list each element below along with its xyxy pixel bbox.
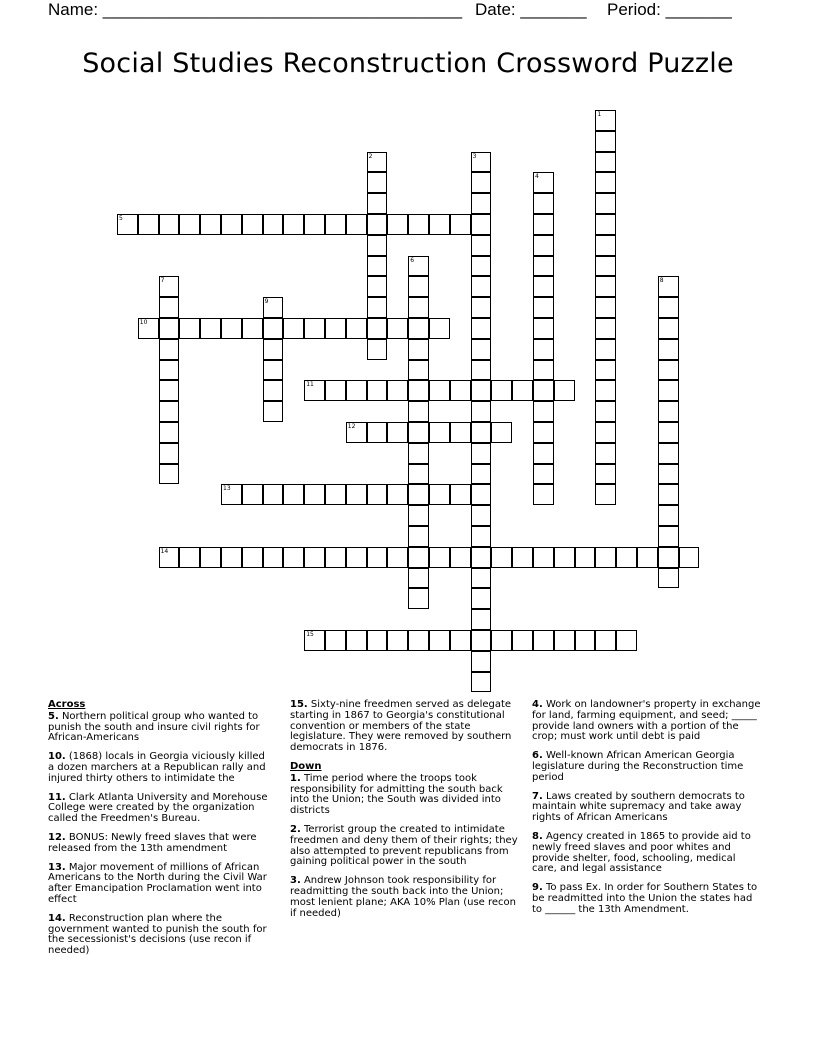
crossword-cell[interactable]	[595, 256, 616, 277]
crossword-cell[interactable]	[471, 172, 492, 193]
crossword-cell[interactable]	[658, 339, 679, 360]
crossword-cell[interactable]	[263, 380, 284, 401]
crossword-cell[interactable]	[367, 339, 388, 360]
crossword-cell[interactable]	[159, 464, 180, 485]
crossword-cell[interactable]	[346, 214, 367, 235]
clue-text: Time period where the troops took responsibility for admitting the south back into the Union; the South was divided into districts	[290, 772, 503, 817]
crossword-cell[interactable]	[533, 380, 554, 401]
crossword-cell[interactable]	[304, 547, 325, 568]
crossword-cell[interactable]	[387, 484, 408, 505]
crossword-cell[interactable]	[595, 172, 616, 193]
crossword-cell[interactable]	[221, 547, 242, 568]
crossword-cell[interactable]	[346, 630, 367, 651]
cell-number: 6	[410, 256, 415, 264]
crossword-cell[interactable]	[408, 422, 429, 443]
crossword-cell[interactable]	[658, 547, 679, 568]
crossword-cell[interactable]	[471, 235, 492, 256]
crossword-cell[interactable]	[387, 547, 408, 568]
clue-number: 1.	[290, 772, 301, 784]
clue-number: 10.	[48, 751, 66, 763]
clue-across-13	[48, 863, 273, 906]
crossword-cell[interactable]	[408, 630, 429, 651]
crossword-cell[interactable]	[533, 318, 554, 339]
crossword-cell[interactable]	[283, 484, 304, 505]
crossword-cell[interactable]	[304, 380, 325, 401]
crossword-cell[interactable]	[117, 214, 138, 235]
crossword-cell[interactable]	[408, 214, 429, 235]
crossword-cell[interactable]	[387, 630, 408, 651]
crossword-cell[interactable]	[387, 214, 408, 235]
crossword-cell[interactable]	[658, 380, 679, 401]
crossword-cell[interactable]	[471, 297, 492, 318]
crossword-cell[interactable]	[658, 443, 679, 464]
crossword-cell[interactable]	[595, 484, 616, 505]
crossword-cell[interactable]	[658, 401, 679, 422]
crossword-cell[interactable]	[512, 630, 533, 651]
crossword-cell[interactable]	[408, 401, 429, 422]
crossword-cell[interactable]	[471, 443, 492, 464]
crossword-cell[interactable]	[471, 609, 492, 630]
crossword-cell[interactable]	[471, 547, 492, 568]
puzzle-title: Social Studies Reconstruction Crossword Puzzle	[82, 48, 734, 79]
cell-number: 4	[535, 173, 539, 181]
crossword-cell[interactable]	[450, 630, 471, 651]
crossword-cell[interactable]	[159, 276, 180, 297]
crossword-cell[interactable]	[595, 276, 616, 297]
crossword-cell[interactable]	[533, 297, 554, 318]
clues-column-1	[48, 700, 273, 965]
crossword-cell[interactable]	[387, 318, 408, 339]
cell-number: 11	[306, 381, 314, 389]
clue-text: Northern political group who wanted to punish the south and insure civil rights for African-Americans	[48, 710, 260, 744]
crossword-cell[interactable]	[533, 401, 554, 422]
clue-text: BONUS: Newly freed slaves that were released from the 13th amendment	[48, 831, 257, 854]
crossword-cell[interactable]	[346, 380, 367, 401]
crossword-cell[interactable]	[283, 547, 304, 568]
crossword-cell[interactable]	[408, 588, 429, 609]
crossword-cell[interactable]	[429, 630, 450, 651]
crossword-cell[interactable]	[471, 672, 492, 693]
clue-number: 12.	[48, 831, 66, 843]
crossword-cell[interactable]	[575, 547, 596, 568]
crossword-cell[interactable]	[658, 276, 679, 297]
crossword-cell[interactable]	[304, 484, 325, 505]
crossword-cell[interactable]	[367, 318, 388, 339]
crossword-cell[interactable]	[325, 380, 346, 401]
crossword-cell[interactable]	[471, 256, 492, 277]
clue-number: 15.	[290, 699, 308, 710]
crossword-cell[interactable]	[658, 422, 679, 443]
crossword-cell[interactable]	[471, 276, 492, 297]
clue-down-8	[532, 832, 762, 875]
clue-down-6	[532, 751, 762, 783]
crossword-cell[interactable]	[367, 380, 388, 401]
crossword-cell[interactable]	[367, 630, 388, 651]
crossword-cell[interactable]	[263, 547, 284, 568]
cell-number: 10	[139, 319, 148, 326]
crossword-cell[interactable]	[159, 422, 180, 443]
crossword-cell[interactable]	[595, 464, 616, 485]
clue-across-12	[48, 833, 273, 855]
crossword-cell[interactable]	[263, 318, 284, 339]
crossword-cell[interactable]	[263, 297, 284, 318]
crossword-cell[interactable]	[595, 193, 616, 214]
crossword-cell[interactable]	[242, 318, 263, 339]
crossword-cell[interactable]	[221, 318, 242, 339]
crossword-cell[interactable]	[471, 588, 492, 609]
crossword-cell[interactable]	[408, 297, 429, 318]
clue-down-4	[532, 700, 762, 743]
clue-text: Laws created by southern democrats to maintain white supremacy and take away rights of African Americans	[532, 790, 745, 824]
across-heading: Across	[48, 699, 86, 710]
clues-column-2	[290, 700, 520, 927]
crossword-cell[interactable]	[595, 110, 616, 131]
clue-text: Clark Atlanta University and Morehouse College were created by the organization called the Freedmen's Bureau.	[48, 791, 268, 825]
crossword-cell[interactable]	[367, 235, 388, 256]
crossword-cell[interactable]	[387, 422, 408, 443]
crossword-cell[interactable]	[367, 193, 388, 214]
crossword-cell[interactable]	[179, 318, 200, 339]
crossword-cell[interactable]	[595, 339, 616, 360]
crossword-cell[interactable]	[325, 214, 346, 235]
crossword-cell[interactable]	[263, 401, 284, 422]
crossword-cell[interactable]	[325, 630, 346, 651]
crossword-cell[interactable]	[533, 276, 554, 297]
crossword-cell[interactable]	[491, 380, 512, 401]
crossword-cell[interactable]	[408, 484, 429, 505]
crossword-cell[interactable]	[658, 526, 679, 547]
crossword-cell[interactable]	[471, 464, 492, 485]
crossword-cell[interactable]	[408, 443, 429, 464]
crossword-cell[interactable]	[471, 526, 492, 547]
crossword-cell[interactable]	[471, 339, 492, 360]
crossword-cell[interactable]	[367, 484, 388, 505]
clue-text: To pass Ex. In order for Southern States to be readmitted into the Union the states had to ______ the 13th Amendment.	[532, 882, 758, 915]
clue-number: 7.	[532, 790, 543, 802]
crossword-cell[interactable]	[471, 651, 492, 672]
clue-number: 3.	[290, 875, 301, 887]
clue-across-10	[48, 752, 273, 784]
crossword-cell[interactable]	[159, 401, 180, 422]
clue-across-15	[290, 700, 520, 754]
crossword-cell[interactable]	[616, 547, 637, 568]
clue-number: 4.	[532, 699, 543, 710]
cell-number: 3	[472, 152, 477, 160]
crossword-cell[interactable]	[408, 380, 429, 401]
crossword-cell[interactable]	[533, 339, 554, 360]
crossword-cell[interactable]	[658, 568, 679, 589]
crossword-cell[interactable]	[450, 422, 471, 443]
crossword-cell[interactable]	[533, 464, 554, 485]
crossword-cell[interactable]	[595, 235, 616, 256]
crossword-cell[interactable]	[595, 443, 616, 464]
crossword-cell[interactable]	[491, 547, 512, 568]
crossword-cell[interactable]	[491, 630, 512, 651]
crossword-cell[interactable]	[408, 256, 429, 277]
crossword-cell[interactable]	[429, 484, 450, 505]
clue-down-2	[290, 825, 520, 868]
clue-down-9	[532, 883, 762, 915]
cell-number: 1	[597, 111, 602, 118]
crossword-cell[interactable]	[367, 297, 388, 318]
crossword-cell[interactable]	[450, 484, 471, 505]
clue-number: 9.	[532, 882, 543, 894]
clue-text: Well-known African American Georgia legislature during the Reconstruction time period	[532, 750, 744, 783]
crossword-cell[interactable]	[658, 297, 679, 318]
crossword-cell[interactable]	[471, 422, 492, 443]
date-field[interactable]: Date: _______	[475, 0, 587, 19]
crossword-cell[interactable]	[512, 547, 533, 568]
crossword-cell[interactable]	[242, 214, 263, 235]
crossword-cell[interactable]	[200, 547, 221, 568]
crossword-cell[interactable]	[471, 360, 492, 381]
crossword-cell[interactable]	[429, 214, 450, 235]
crossword-cell[interactable]	[367, 547, 388, 568]
crossword-cell[interactable]	[346, 547, 367, 568]
clue-down-3	[290, 876, 520, 919]
crossword-cell[interactable]	[637, 547, 658, 568]
crossword-cell[interactable]	[471, 568, 492, 589]
cell-number: 2	[368, 152, 373, 160]
crossword-cell[interactable]	[575, 630, 596, 651]
clue-number: 14.	[48, 912, 66, 924]
crossword-cell[interactable]	[263, 339, 284, 360]
crossword-cell[interactable]	[304, 630, 325, 651]
crossword-cell[interactable]	[533, 214, 554, 235]
cell-number: 9	[264, 298, 269, 306]
crossword-cell[interactable]	[512, 380, 533, 401]
crossword-cell[interactable]	[471, 630, 492, 651]
crossword-cell[interactable]	[179, 214, 200, 235]
crossword-cell[interactable]	[595, 422, 616, 443]
crossword-cell[interactable]	[554, 380, 575, 401]
crossword-cell[interactable]	[263, 214, 284, 235]
crossword-cell[interactable]	[408, 318, 429, 339]
crossword-cell[interactable]	[595, 131, 616, 152]
crossword-cell[interactable]	[159, 297, 180, 318]
crossword-cell[interactable]	[491, 422, 512, 443]
cell-number: 12	[347, 423, 356, 430]
crossword-cell[interactable]	[533, 443, 554, 464]
crossword-cell[interactable]	[429, 318, 450, 339]
clue-down-1	[290, 774, 520, 817]
crossword-cell[interactable]	[346, 422, 367, 443]
crossword-cell[interactable]	[595, 401, 616, 422]
clue-text: Andrew Johnson took responsibility for readmitting the south back into the Union; most lenient plane; AKA 10% Plan (use recon if needed)	[290, 875, 516, 919]
crossword-cell[interactable]	[429, 422, 450, 443]
clue-number: 11.	[48, 791, 66, 803]
cell-number: 13	[223, 485, 231, 493]
crossword-cell[interactable]	[658, 505, 679, 526]
crossword-cell[interactable]	[346, 318, 367, 339]
cell-number: 15	[306, 631, 314, 638]
crossword-cell[interactable]	[408, 360, 429, 381]
crossword-cell[interactable]	[658, 318, 679, 339]
crossword-cell[interactable]	[533, 256, 554, 277]
clue-number: 5.	[48, 710, 59, 722]
clue-across-5	[48, 712, 273, 744]
down-heading: Down	[290, 760, 322, 772]
crossword-cell[interactable]	[471, 380, 492, 401]
crossword-cell[interactable]	[595, 214, 616, 235]
crossword-cell[interactable]	[595, 318, 616, 339]
crossword-cell[interactable]	[408, 464, 429, 485]
name-field[interactable]: Name: ______________________________________	[48, 0, 463, 19]
crossword-cell[interactable]	[533, 172, 554, 193]
cell-number: 8	[659, 277, 664, 285]
clue-text: (1868) locals in Georgia viciously killed a dozen marchers at a Republican rally and injured thirty others to intimidate the	[48, 751, 266, 784]
crossword-cell[interactable]	[533, 235, 554, 256]
clue-number: 13.	[48, 861, 66, 873]
crossword-cell[interactable]	[471, 152, 492, 173]
crossword-cell[interactable]	[533, 422, 554, 443]
clue-across-11	[48, 793, 273, 825]
crossword-cell[interactable]	[408, 339, 429, 360]
crossword-cell[interactable]	[595, 630, 616, 651]
crossword-cell[interactable]	[533, 484, 554, 505]
clue-number: 2.	[290, 823, 301, 835]
crossword-cell[interactable]	[658, 360, 679, 381]
crossword-cell[interactable]	[138, 318, 159, 339]
crossword-cell[interactable]	[159, 360, 180, 381]
crossword-cell[interactable]	[471, 214, 492, 235]
crossword-cell[interactable]	[325, 547, 346, 568]
crossword-cell[interactable]	[450, 214, 471, 235]
crossword-cell[interactable]	[408, 547, 429, 568]
crossword-cell[interactable]	[595, 152, 616, 173]
crossword-cell[interactable]	[200, 318, 221, 339]
crossword-cell[interactable]	[387, 380, 408, 401]
crossword-cell[interactable]	[679, 547, 700, 568]
crossword-cell[interactable]	[346, 484, 367, 505]
crossword-cell[interactable]	[304, 318, 325, 339]
crossword-cell[interactable]	[533, 547, 554, 568]
crossword-cell[interactable]	[471, 484, 492, 505]
crossword-cell[interactable]	[533, 360, 554, 381]
crossword-cell[interactable]	[450, 547, 471, 568]
crossword-cell[interactable]	[367, 172, 388, 193]
clue-text: Sixty-nine freedmen served as delegate starting in 1867 to Georgia's constitutional convention or members of the state legislature. They were removed by southern democrats in 1876.	[290, 699, 512, 754]
crossword-cell[interactable]	[221, 484, 242, 505]
crossword-cell[interactable]	[616, 630, 637, 651]
clues-column-3	[532, 700, 762, 924]
crossword-cell[interactable]	[595, 380, 616, 401]
crossword-cell[interactable]	[367, 214, 388, 235]
crossword-cell[interactable]	[471, 401, 492, 422]
crossword-cell[interactable]	[221, 214, 242, 235]
crossword-cell[interactable]	[200, 214, 221, 235]
period-field[interactable]: Period: _______	[607, 0, 732, 19]
clue-number: 8.	[532, 830, 543, 842]
clue-text: Terrorist group the created to intimidate freedmen and deny them of their rights; they also attempted to prevent republicans from gaining political power in the south	[290, 823, 518, 868]
crossword-cell[interactable]	[367, 256, 388, 277]
crossword-cell[interactable]	[242, 547, 263, 568]
crossword-cell[interactable]	[159, 547, 180, 568]
crossword-cell[interactable]	[283, 318, 304, 339]
crossword-cell[interactable]	[595, 547, 616, 568]
cell-number: 14	[160, 547, 169, 555]
crossword-cell[interactable]	[263, 484, 284, 505]
crossword-cell[interactable]	[263, 360, 284, 381]
clue-text: Agency created in 1865 to provide aid to newly freed slaves and poor whites and provide shelter, food, schooling, medical care, and legal assistance	[532, 830, 751, 875]
clue-text: Major movement of millions of African Americans to the North during the Civil War after Emancipation Proclamation went into effect	[48, 861, 267, 905]
crossword-cell[interactable]	[304, 214, 325, 235]
crossword-cell[interactable]	[159, 380, 180, 401]
crossword-cell[interactable]	[450, 380, 471, 401]
crossword-cell[interactable]	[325, 318, 346, 339]
crossword-cell[interactable]	[554, 547, 575, 568]
crossword-cell[interactable]	[533, 630, 554, 651]
crossword-cell[interactable]	[325, 484, 346, 505]
crossword-cell[interactable]	[159, 214, 180, 235]
clue-text: Work on landowner's property in exchange for land, farming equipment, and seed; _____ provide land owners with a portion of the crop; must work until debt is paid	[532, 699, 761, 743]
crossword-cell[interactable]	[367, 276, 388, 297]
crossword-cell[interactable]	[367, 152, 388, 173]
clue-number: 6.	[532, 750, 543, 762]
crossword-cell[interactable]	[595, 297, 616, 318]
crossword-cell[interactable]	[533, 193, 554, 214]
crossword-cell[interactable]	[471, 318, 492, 339]
crossword-cell[interactable]	[408, 505, 429, 526]
crossword-cell[interactable]	[408, 568, 429, 589]
clue-down-7	[532, 792, 762, 824]
crossword-cell[interactable]	[408, 276, 429, 297]
crossword-cell[interactable]	[429, 547, 450, 568]
crossword-cell[interactable]	[367, 422, 388, 443]
crossword-cell[interactable]	[242, 484, 263, 505]
crossword-cell[interactable]	[159, 318, 180, 339]
cell-number: 7	[160, 277, 165, 285]
crossword-cell[interactable]	[408, 526, 429, 547]
crossword-cell[interactable]	[159, 443, 180, 464]
crossword-cell[interactable]	[471, 193, 492, 214]
clue-across-14	[48, 914, 273, 957]
crossword-cell[interactable]	[138, 214, 159, 235]
clue-text: Reconstruction plan where the government wanted to punish the south for the secessionist's decisions (use recon if needed)	[48, 912, 267, 957]
cell-number: 5	[119, 215, 123, 222]
crossword-cell[interactable]	[429, 380, 450, 401]
crossword-cell[interactable]	[159, 339, 180, 360]
crossword-cell[interactable]	[658, 484, 679, 505]
crossword-cell[interactable]	[658, 464, 679, 485]
crossword-cell[interactable]	[595, 360, 616, 381]
crossword-cell[interactable]	[283, 214, 304, 235]
crossword-cell[interactable]	[554, 630, 575, 651]
crossword-cell[interactable]	[179, 547, 200, 568]
crossword-cell[interactable]	[471, 505, 492, 526]
